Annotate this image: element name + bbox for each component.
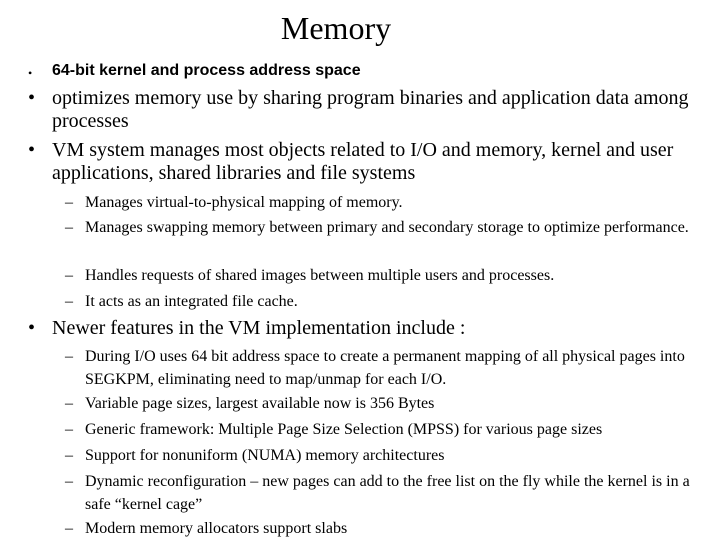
dash-marker: –	[65, 395, 73, 412]
bullet-item-vm-system: VM system manages most objects related to I/O and memory, kernel and user applications, shared libraries and file systems	[52, 139, 674, 184]
dash-marker: –	[65, 473, 73, 490]
bullet-marker: •	[28, 66, 33, 80]
bullet-marker: •	[28, 317, 36, 339]
dash-marker: –	[65, 219, 73, 236]
dash-marker: –	[65, 421, 73, 438]
bullet-item-sharing: optimizes memory use by sharing program binaries and application data among processes	[52, 87, 689, 132]
sub-item: Manages virtual-to-physical mapping of memory.	[85, 194, 403, 211]
dash-marker: –	[65, 267, 73, 284]
sub-item: Handles requests of shared images between multiple users and processes.	[85, 267, 555, 284]
bullet-item-address-space: 64-bit kernel and process address space	[52, 62, 361, 79]
bullet-item-newer-features: Newer features in the VM implementation include :	[52, 317, 466, 339]
bullet-marker: •	[28, 87, 36, 109]
sub-item: Support for nonuniform (NUMA) memory architectures	[85, 447, 445, 464]
sub-item: Dynamic reconfiguration – new pages can add to the free list on the fly while the kernel is in a safe “kernel cage”	[85, 473, 690, 513]
dash-marker: –	[65, 348, 73, 365]
sub-item: It acts as an integrated file cache.	[85, 293, 298, 310]
dash-marker: –	[65, 447, 73, 464]
dash-marker: –	[65, 194, 73, 211]
dash-marker: –	[65, 520, 73, 537]
slide-title: Memory	[280, 10, 392, 46]
dash-marker: –	[65, 293, 73, 310]
bullet-marker: •	[28, 139, 36, 161]
sub-item: Manages swapping memory between primary and secondary storage to optimize performance.	[85, 219, 689, 236]
sub-item: During I/O uses 64 bit address space to create a permanent mapping of all physical pages into SEGKPM, eliminating need to map/unmap for each I/O.	[85, 348, 685, 388]
sub-item: Modern memory allocators support slabs	[85, 520, 348, 537]
sub-item: Variable page sizes, largest available now is 356 Bytes	[85, 395, 435, 412]
sub-item: Generic framework: Multiple Page Size Selection (MPSS) for various page sizes	[85, 421, 603, 438]
